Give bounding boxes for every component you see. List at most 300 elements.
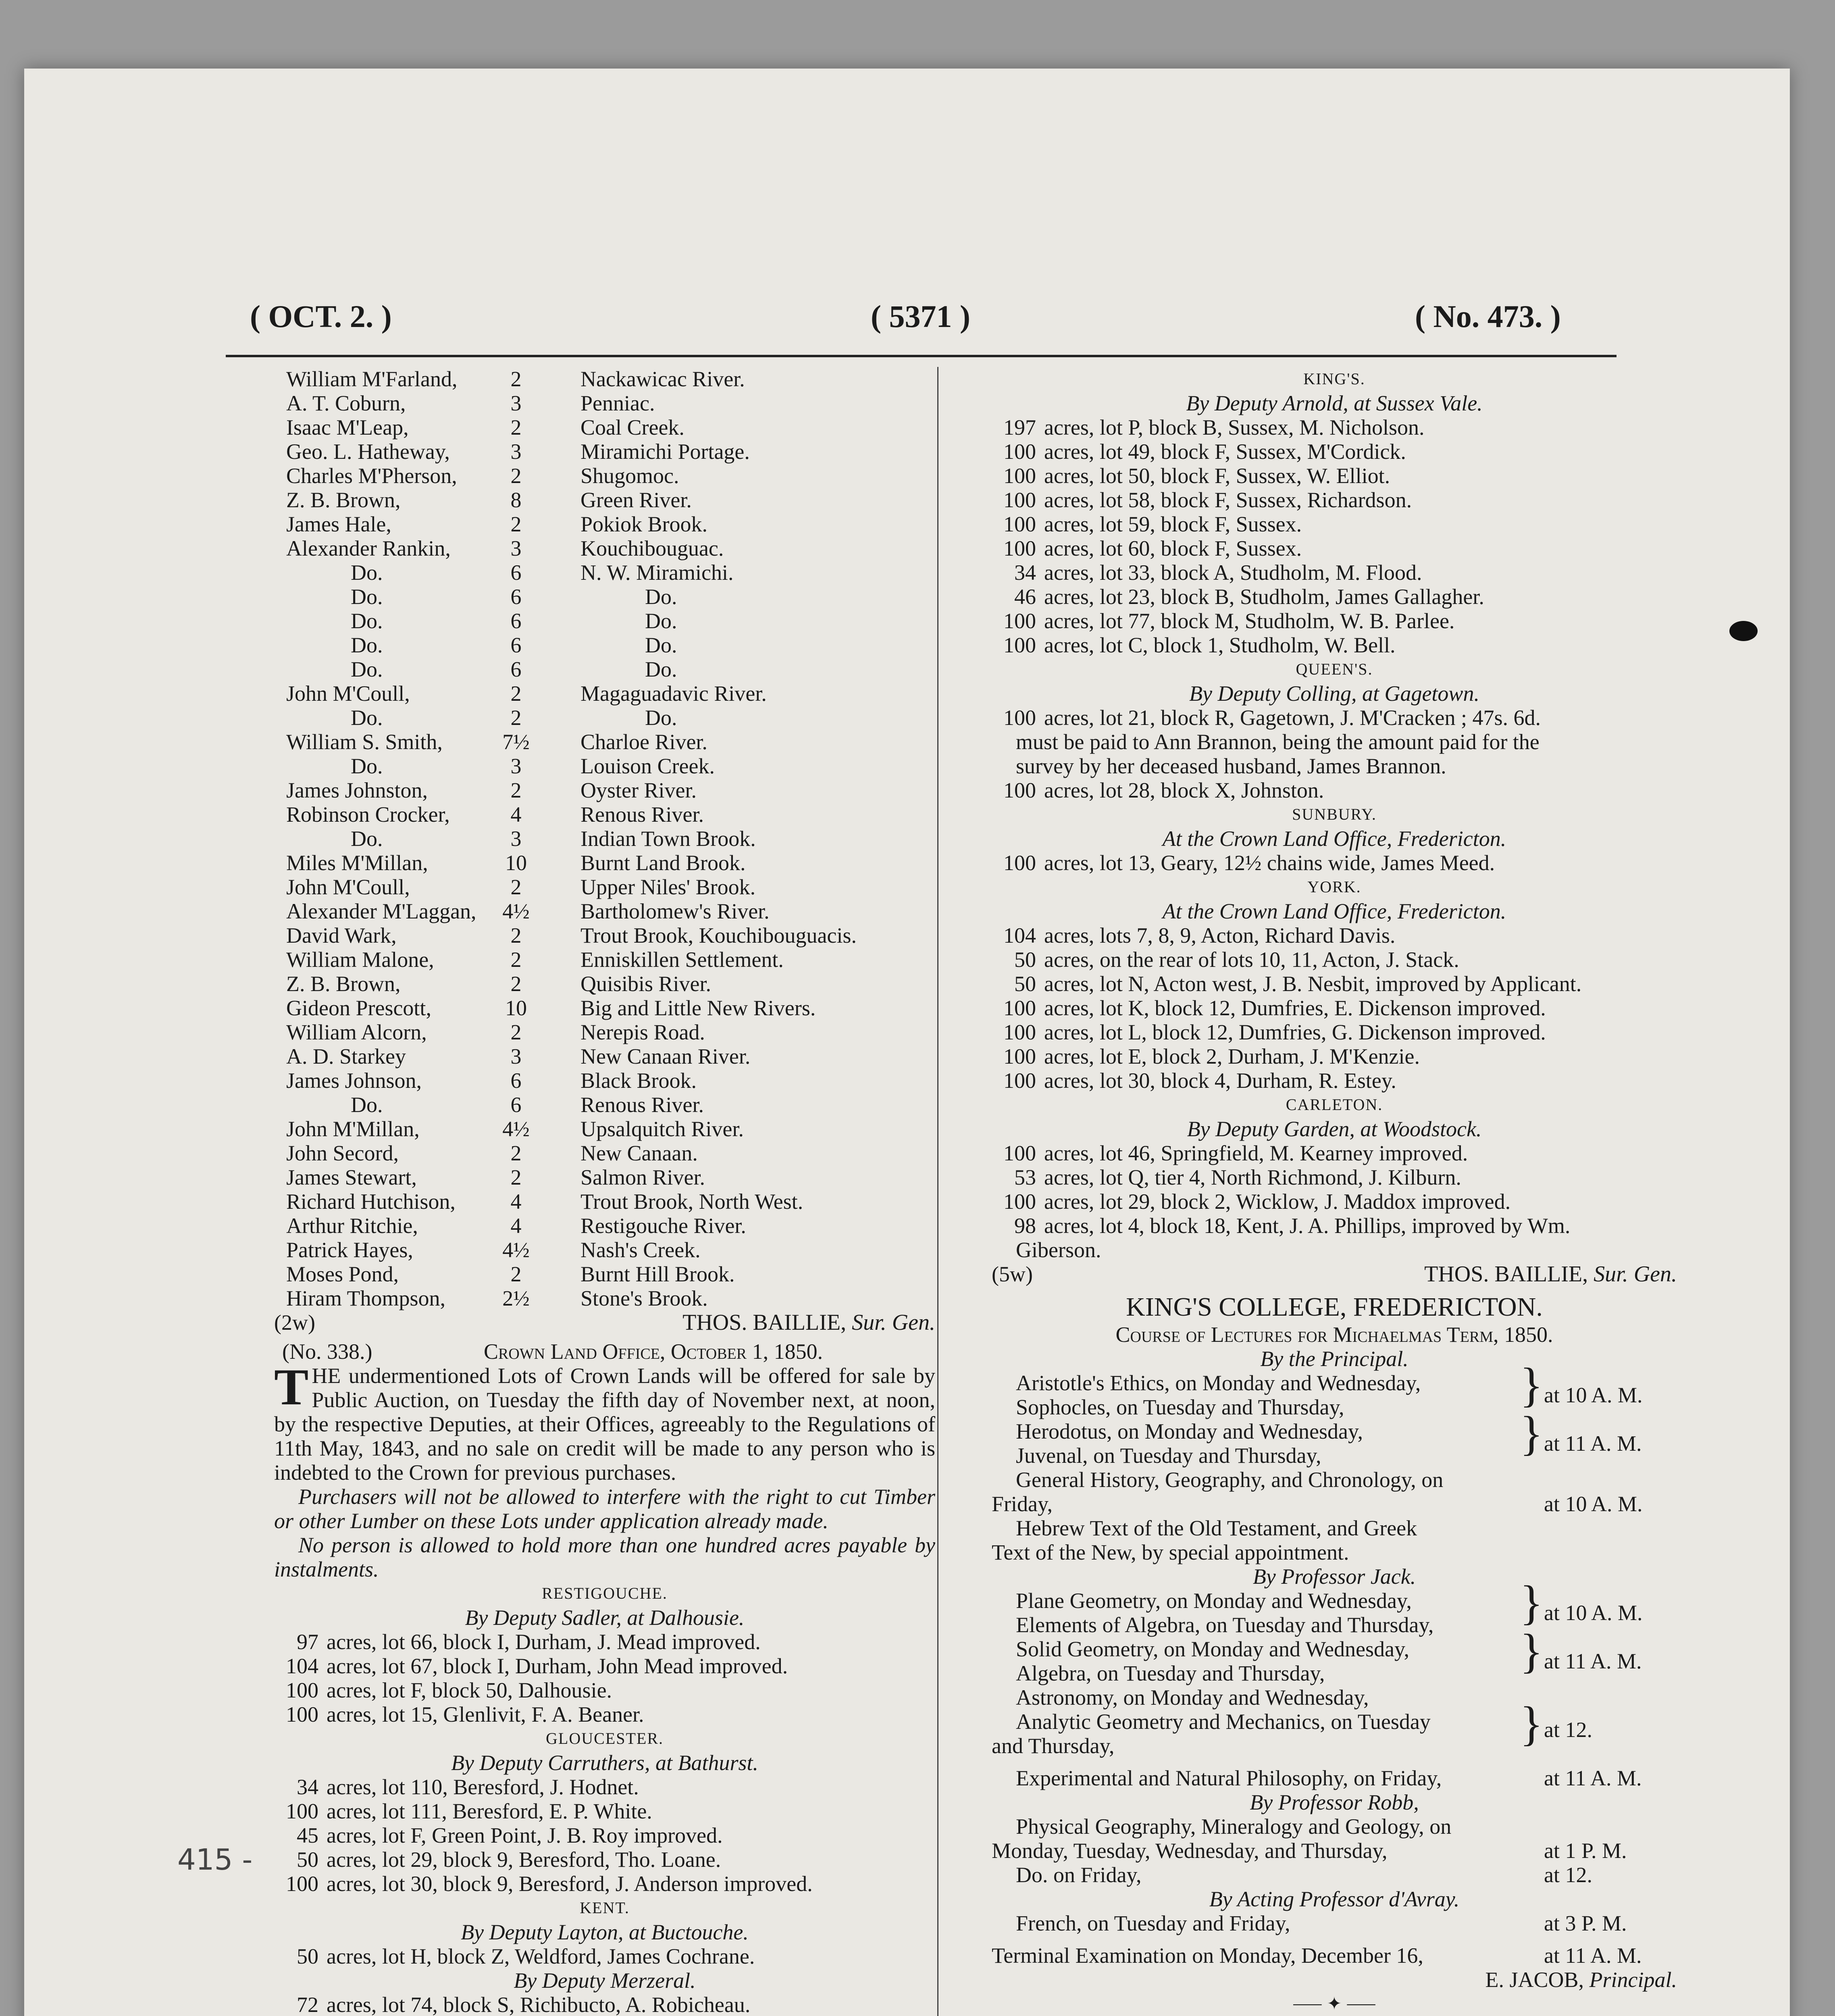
lot-row	[992, 972, 1677, 996]
county-heading: KING'S.	[1303, 370, 1365, 388]
licence-miles: 2	[510, 681, 522, 706]
lot-description: acres, lot 21, block R, Gagetown, J. M'Cracken ; 47s. 6d.	[1044, 706, 1541, 730]
lot-description: acres, lot F, Green Point, J. B. Roy improved.	[327, 1823, 723, 1847]
licence-place: Upper Niles' Brook.	[580, 875, 756, 899]
licence-row	[274, 730, 935, 754]
licence-row	[274, 609, 935, 633]
signature-name	[682, 1310, 935, 1335]
licence-place: New Canaan.	[580, 1141, 698, 1165]
licence-miles: 10	[505, 996, 527, 1020]
licensee-name: Moses Pond,	[286, 1262, 399, 1286]
lot-acres: 197	[1003, 415, 1036, 439]
licensee-name: Do.	[351, 633, 383, 657]
licensee-name: Do.	[351, 657, 383, 681]
lot-acres: 34	[1014, 560, 1036, 585]
lot-acres: 100	[1003, 996, 1036, 1020]
notice-number: (No. 338.)	[282, 1339, 372, 1364]
lot-acres: 100	[1003, 778, 1036, 802]
lecture: Plane Geometry, on Monday and Wednesday,	[1016, 1589, 1412, 1613]
lot-description: acres, lot 30, block 4, Durham, R. Estey.	[1044, 1068, 1396, 1093]
lot-row	[274, 1944, 935, 1968]
licence-place: Nerepis Road.	[580, 1020, 705, 1044]
licence-row	[274, 923, 935, 948]
lecture-time: at 10 A. M.	[1544, 1492, 1643, 1516]
lot-row	[992, 1238, 1677, 1262]
county-heading: QUEEN'S.	[1296, 660, 1373, 678]
licence-place: Burnt Hill Brook.	[580, 1262, 735, 1286]
licence-row	[274, 1068, 935, 1093]
lot-acres: 98	[1014, 1214, 1036, 1238]
college-signature	[992, 1968, 1677, 1992]
lot-row	[992, 1044, 1677, 1068]
lecture: Do. on Friday,	[1016, 1863, 1142, 1887]
licence-miles: 2	[510, 464, 522, 488]
licence-row	[274, 585, 935, 609]
licensee-name: Richard Hutchison,	[286, 1189, 456, 1214]
lecture-time: at 1 P. M.	[1544, 1839, 1627, 1863]
lot-row	[992, 609, 1677, 633]
jack-heading: By Professor Jack.	[1252, 1564, 1416, 1589]
brace: }	[1520, 1406, 1543, 1460]
licence-place: Do.	[645, 633, 677, 657]
lot-row	[992, 1068, 1677, 1093]
lecture: Elements of Algebra, on Tuesday and Thursday,	[1016, 1613, 1434, 1637]
lecture: Aristotle's Ethics, on Monday and Wednesday,	[1016, 1371, 1421, 1395]
licensee-name: Do.	[351, 754, 383, 778]
content	[226, 222, 1677, 2016]
lot-description: acres, lot 110, Beresford, J. Hodnet.	[327, 1775, 639, 1799]
brace: }	[1520, 1358, 1543, 1412]
licensee-name: Z. B. Brown,	[286, 488, 401, 512]
lot-description: acres, lot 77, block M, Studholm, W. B. Parlee.	[1044, 609, 1455, 633]
lot-description: acres, lot 28, block X, Johnston.	[1044, 778, 1324, 802]
lot-description: acres, lot 29, block 2, Wicklow, J. Maddox improved.	[1044, 1189, 1511, 1214]
lot-row	[992, 948, 1677, 972]
deputy-heading: At the Crown Land Office, Fredericton.	[1162, 899, 1506, 923]
lot-acres: 50	[1014, 948, 1036, 972]
lot-row	[992, 1141, 1677, 1165]
licence-row	[274, 488, 935, 512]
brace: }	[1520, 1697, 1543, 1750]
lot-description: acres, lot Q, tier 4, North Richmond, J. Kilburn.	[1044, 1165, 1461, 1189]
licence-miles: 2	[510, 415, 522, 439]
exam: Terminal Examination on Monday, December 16,	[992, 1943, 1423, 1968]
principal-name: E. JACOB,	[1485, 1968, 1584, 1992]
lecture-row	[992, 1863, 1677, 1887]
licence-miles: 2	[510, 1262, 522, 1286]
licence-place: Louison Creek.	[580, 754, 715, 778]
signature-name	[1424, 1262, 1677, 1286]
licence-row	[274, 899, 935, 923]
licence-row	[274, 1141, 935, 1165]
licence-miles: 7½	[502, 730, 530, 754]
lot-acres: 72	[297, 1993, 318, 2016]
licence-miles: 6	[510, 657, 522, 681]
lecture: and Thursday,	[992, 1734, 1115, 1758]
robb-heading: By Professor Robb,	[1250, 1790, 1419, 1814]
licensee-name: Do.	[351, 1093, 383, 1117]
licensee-name: James Hale,	[286, 512, 391, 536]
licence-miles: 6	[510, 1093, 522, 1117]
licence-place: Big and Little New Rivers.	[580, 996, 816, 1020]
lot-row	[274, 1630, 935, 1654]
lot-description: acres, lot 74, block S, Richibucto, A. Robicheau.	[327, 1993, 751, 2016]
notice-timber: Purchasers will not be allowed to interfere with the right to cut Timber or other Lumber on these Lots under application already made.	[274, 1485, 935, 1533]
licence-place: Coal Creek.	[580, 415, 684, 439]
lot-description: acres, lot E, block 2, Durham, J. M'Kenzie.	[1044, 1044, 1420, 1068]
licence-miles: 10	[505, 851, 527, 875]
licensee-name: Charles M'Pherson,	[286, 464, 457, 488]
licence-miles: 3	[510, 827, 522, 851]
licence-miles: 3	[510, 536, 522, 560]
licence-place: Bartholomew's River.	[580, 899, 770, 923]
notice-office: Crown Land Office, October 1, 1850.	[484, 1339, 823, 1364]
margin-note: 415 -	[177, 1843, 253, 1876]
lot-acres: 100	[1003, 1141, 1036, 1165]
lecture: Friday,	[992, 1492, 1053, 1516]
licence-row	[274, 415, 935, 439]
licensee-name: Do.	[351, 827, 383, 851]
lecture-time: at 11 A. M.	[1544, 1431, 1642, 1456]
lot-row	[274, 1872, 935, 1896]
lecture: Monday, Tuesday, Wednesday, and Thursday,	[992, 1839, 1388, 1863]
county-heading: KENT.	[580, 1899, 630, 1917]
licence-miles: 2	[510, 923, 522, 948]
licence-miles: 3	[510, 439, 522, 464]
licence-miles: 2	[510, 875, 522, 899]
lecture-row	[992, 1839, 1677, 1863]
brace: }	[1520, 1576, 1543, 1629]
lot-description: must be paid to Ann Brannon, being the amount paid for the	[1016, 730, 1540, 754]
lecture-time: at 10 A. M.	[1544, 1601, 1643, 1625]
lot-row	[992, 415, 1677, 439]
notice-instalments: No person is allowed to hold more than one hundred acres payable by instalments.	[274, 1533, 935, 1581]
lecture-time: at 11 A. M.	[1544, 1766, 1642, 1790]
licence-miles: 4	[510, 1189, 522, 1214]
licence-place: Miramichi Portage.	[580, 439, 750, 464]
lot-description: acres, lot N, Acton west, J. B. Nesbit, improved by Applicant.	[1044, 972, 1582, 996]
lot-row	[992, 1214, 1677, 1238]
licence-miles: 6	[510, 609, 522, 633]
lot-description: acres, lot 67, block I, Durham, John Mead improved.	[327, 1654, 788, 1678]
lecture-time: at 12.	[1544, 1718, 1592, 1742]
county-heading: GLOUCESTER.	[546, 1729, 664, 1747]
lot-acres: 100	[286, 1799, 318, 1823]
licence-row	[274, 1044, 935, 1068]
licence-row	[274, 681, 935, 706]
lot-description: acres, lot 58, block F, Sussex, Richardson.	[1044, 488, 1412, 512]
lecture: French, on Tuesday and Friday,	[1016, 1911, 1290, 1935]
licence-place: Oyster River.	[580, 778, 697, 802]
lecture-row	[992, 1814, 1677, 1839]
lot-acres: 100	[1003, 439, 1036, 464]
licence-place: Quisibis River.	[580, 972, 712, 996]
lot-acres: 50	[297, 1847, 318, 1872]
licence-place: Kouchibouguac.	[580, 536, 724, 560]
licence-row	[274, 1262, 935, 1286]
licence-miles: 6	[510, 633, 522, 657]
lot-description: acres, lot 111, Beresford, E. P. White.	[327, 1799, 652, 1823]
licence-row	[274, 1286, 935, 1310]
deputy-heading: By Deputy Colling, at Gagetown.	[1189, 681, 1479, 706]
licence-place: Nackawicac River.	[580, 367, 745, 391]
licence-place: Do.	[645, 706, 677, 730]
lot-acres: 100	[286, 1872, 318, 1896]
licence-miles: 2	[510, 706, 522, 730]
lot-acres: 104	[286, 1654, 318, 1678]
licensee-name: Do.	[351, 560, 383, 585]
lot-row	[992, 730, 1677, 754]
licence-row	[274, 512, 935, 536]
lot-row	[992, 512, 1677, 536]
lecture-row	[992, 1468, 1677, 1492]
licence-place: Trout Brook, North West.	[580, 1189, 803, 1214]
brace: }	[1520, 1624, 1543, 1678]
licence-row	[274, 560, 935, 585]
lot-acres: 100	[1003, 1189, 1036, 1214]
lot-acres: 50	[297, 1944, 318, 1968]
lecture: Astronomy, on Monday and Wednesday,	[1016, 1685, 1369, 1710]
surveyor-title: Sur. Gen.	[1594, 1262, 1677, 1287]
licensee-name: John M'Coull,	[286, 875, 410, 899]
lot-row	[274, 1775, 935, 1799]
lot-row	[992, 1189, 1677, 1214]
licence-row	[274, 1093, 935, 1117]
right-sales	[992, 367, 1677, 1262]
licence-miles: 4½	[502, 899, 530, 923]
lot-row	[274, 1823, 935, 1847]
surveyor-title: Sur. Gen.	[852, 1310, 935, 1335]
licensee-name: Alexander Rankin,	[286, 536, 451, 560]
lot-acres: 100	[1003, 851, 1036, 875]
lecture-row	[992, 1492, 1677, 1516]
licensee-name: William M'Farland,	[286, 367, 458, 391]
licensee-name: Hiram Thompson,	[286, 1286, 445, 1310]
lot-description: acres, lot P, block B, Sussex, M. Nicholson.	[1044, 415, 1425, 439]
deputy-heading: By Deputy Arnold, at Sussex Vale.	[1186, 391, 1483, 415]
licence-miles: 2½	[502, 1286, 530, 1310]
licence-place: Salmon River.	[580, 1165, 705, 1189]
lot-row	[992, 996, 1677, 1020]
lecture-time: at 12.	[1544, 1863, 1592, 1887]
lecture: Sophocles, on Tuesday and Thursday,	[1016, 1395, 1344, 1419]
lot-description: acres, lot 33, block A, Studholm, M. Flood.	[1044, 560, 1422, 585]
licence-miles: 2	[510, 512, 522, 536]
signature-left	[274, 1310, 935, 1336]
licence-row	[274, 996, 935, 1020]
column-divider	[937, 367, 938, 2016]
lot-row	[992, 585, 1677, 609]
lot-description: acres, on the rear of lots 10, 11, Acton, J. Stack.	[1044, 948, 1459, 972]
licence-miles: 4	[510, 802, 522, 827]
lecture-time: at 3 P. M.	[1544, 1911, 1627, 1935]
licensee-name: James Stewart,	[286, 1165, 417, 1189]
licence-miles: 8	[510, 488, 522, 512]
licensee-name: A. T. Coburn,	[286, 391, 406, 415]
insertion-tag: (2w)	[274, 1310, 315, 1335]
deputy-heading: By Deputy Sadler, at Dalhousie.	[465, 1606, 745, 1630]
right-column	[992, 367, 1677, 2016]
licensee-name: Gideon Prescott,	[286, 996, 431, 1020]
issue-date: ( OCT. 2. )	[250, 299, 392, 334]
left-sales	[274, 1581, 935, 2016]
lecture: Herodotus, on Monday and Wednesday,	[1016, 1419, 1363, 1443]
licensee-name: James Johnson,	[286, 1068, 422, 1093]
licence-row	[274, 1238, 935, 1262]
lot-acres: 104	[1003, 923, 1036, 948]
licence-place: Restigouche River.	[580, 1214, 746, 1238]
licence-place: Penniac.	[580, 391, 655, 415]
licensee-name: A. D. Starkey	[286, 1044, 406, 1068]
lecture: Analytic Geometry and Mechanics, on Tuesday	[1016, 1710, 1431, 1734]
lot-row	[992, 754, 1677, 778]
licence-row	[274, 827, 935, 851]
deputy-heading: By Deputy Merzeral.	[514, 1968, 696, 1993]
licence-list	[274, 367, 935, 1310]
lot-acres: 100	[1003, 488, 1036, 512]
licence-row	[274, 1214, 935, 1238]
licence-row	[274, 464, 935, 488]
licence-place: Pokiok Brook.	[580, 512, 708, 536]
licensee-name: John M'Coull,	[286, 681, 410, 706]
exam-row	[992, 1943, 1677, 1968]
lot-description: acres, lot F, block 50, Dalhousie.	[327, 1678, 612, 1702]
licensee-name: Alexander M'Laggan,	[286, 899, 476, 923]
lot-description: acres, lot 59, block F, Sussex.	[1044, 512, 1302, 536]
licence-miles: 3	[510, 1044, 522, 1068]
lot-row	[274, 1847, 935, 1872]
lecture: General History, Geography, and Chronology, on	[1016, 1468, 1444, 1492]
page-header	[226, 298, 1617, 343]
notice-text: HE undermentioned Lots of Crown Lands will be offered for sale by Public Auction, on Tuesday the fifth day of November next, at noon, by the respective Deputies, at their Offices, agreeably to the Regulations of 11th May, 1843, and no sale on credit will be made to any person who is indebted to the Crown for previous purchases.	[274, 1364, 935, 1485]
ink-blot	[1729, 621, 1758, 641]
page-number: ( 5371 )	[871, 299, 970, 334]
lecture-row	[992, 1516, 1677, 1540]
licence-place: Trout Brook, Kouchibouguacis.	[580, 923, 857, 948]
licence-row	[274, 948, 935, 972]
drop-cap: T	[274, 1358, 309, 1416]
lot-row	[992, 1165, 1677, 1189]
licence-place: Upsalquitch River.	[580, 1117, 744, 1141]
lot-acres: 97	[297, 1630, 318, 1654]
exam-time: at 11 A. M.	[1544, 1943, 1642, 1968]
lot-description: acres, lot 46, Springfield, M. Kearney improved.	[1044, 1141, 1468, 1165]
lot-row	[274, 1702, 935, 1727]
lot-description: acres, lot K, block 12, Dumfries, E. Dickenson improved.	[1044, 996, 1546, 1020]
lot-description: acres, lot 50, block F, Sussex, W. Elliot.	[1044, 464, 1390, 488]
licence-row	[274, 1165, 935, 1189]
lot-acres: 100	[286, 1702, 318, 1727]
licence-row	[274, 633, 935, 657]
licence-miles: 2	[510, 1020, 522, 1044]
lot-acres: 100	[1003, 1020, 1036, 1044]
lot-description: Giberson.	[1016, 1238, 1101, 1262]
licence-miles: 2	[510, 972, 522, 996]
lot-acres: 100	[1003, 464, 1036, 488]
licence-row	[274, 851, 935, 875]
deputy-heading: By Deputy Garden, at Woodstock.	[1187, 1117, 1482, 1141]
lot-row	[992, 439, 1677, 464]
lot-row	[992, 536, 1677, 560]
licence-place: Do.	[645, 585, 677, 609]
college-subtitle: Course of Lectures for Michaelmas Term, 1850.	[1115, 1322, 1553, 1347]
licence-row	[274, 367, 935, 391]
notice-header	[274, 1339, 935, 1364]
lot-acres: 45	[297, 1823, 318, 1847]
licence-miles: 2	[510, 1165, 522, 1189]
licensee-name: John Secord,	[286, 1141, 399, 1165]
licence-place: Enniskillen Settlement.	[580, 948, 784, 972]
lot-description: acres, lot 66, block I, Durham, J. Mead improved.	[327, 1630, 761, 1654]
lot-description: acres, lot L, block 12, Dumfries, G. Dickenson improved.	[1044, 1020, 1546, 1044]
licence-place: Nash's Creek.	[580, 1238, 701, 1262]
licensee-name: Patrick Hayes,	[286, 1238, 413, 1262]
licence-place: New Canaan River.	[580, 1044, 751, 1068]
newspaper-page	[24, 69, 1790, 2016]
lot-row	[992, 706, 1677, 730]
licence-miles: 2	[510, 1141, 522, 1165]
licensee-name: Do.	[351, 609, 383, 633]
lot-description: acres, lot 60, block F, Sussex.	[1044, 536, 1302, 560]
lecture: Solid Geometry, on Monday and Wednesday,	[1016, 1637, 1409, 1661]
lot-row	[992, 464, 1677, 488]
county-heading: SUNBURY.	[1292, 805, 1377, 823]
lot-row	[274, 1799, 935, 1823]
issue-number: ( No. 473. )	[1415, 299, 1561, 334]
lot-acres: 34	[297, 1775, 318, 1799]
licence-place: Do.	[645, 657, 677, 681]
lot-acres: 100	[1003, 1068, 1036, 1093]
licensee-name: John M'Millan,	[286, 1117, 420, 1141]
left-column	[274, 367, 935, 2016]
licence-row	[274, 1117, 935, 1141]
lot-acres: 50	[1014, 972, 1036, 996]
lecture-row	[992, 1685, 1677, 1710]
college-title: KING'S COLLEGE, FREDERICTON.	[1126, 1292, 1543, 1322]
davray-heading: By Acting Professor d'Avray.	[1209, 1887, 1460, 1911]
lot-row	[992, 560, 1677, 585]
licence-row	[274, 754, 935, 778]
licence-place: Charloe River.	[580, 730, 707, 754]
licensee-name: Arthur Ritchie,	[286, 1214, 418, 1238]
lot-acres: 46	[1014, 585, 1036, 609]
licence-row	[274, 1189, 935, 1214]
deputy-heading: By Deputy Carruthers, at Bathurst.	[451, 1751, 758, 1775]
licensee-name: William Alcorn,	[286, 1020, 427, 1044]
lecture: Text of the New, by special appointment.	[992, 1540, 1349, 1564]
licence-row	[274, 778, 935, 802]
lot-acres: 100	[1003, 706, 1036, 730]
licence-miles: 6	[510, 560, 522, 585]
lot-row	[274, 1993, 935, 2016]
insertion-tag: (5w)	[992, 1262, 1033, 1286]
licence-miles: 6	[510, 585, 522, 609]
lot-acres: 53	[1014, 1165, 1036, 1189]
deputy-heading: At the Crown Land Office, Fredericton.	[1162, 827, 1506, 851]
licence-miles: 3	[510, 754, 522, 778]
lot-description: acres, lot 13, Geary, 12½ chains wide, James Meed.	[1044, 851, 1495, 875]
licence-row	[274, 875, 935, 899]
lot-description: acres, lot 29, block 9, Beresford, Tho. Loane.	[327, 1847, 721, 1872]
licensee-name: Z. B. Brown,	[286, 972, 401, 996]
principal-heading: By the Principal.	[1260, 1347, 1408, 1371]
lot-description: acres, lots 7, 8, 9, Acton, Richard Davis.	[1044, 923, 1396, 948]
lot-description: acres, lot H, block Z, Weldford, James Cochrane.	[327, 1944, 755, 1968]
lot-description: acres, lot 49, block F, Sussex, M'Cordick.	[1044, 439, 1406, 464]
licence-row	[274, 391, 935, 415]
licence-place: Stone's Brook.	[580, 1286, 708, 1310]
lot-row	[992, 923, 1677, 948]
